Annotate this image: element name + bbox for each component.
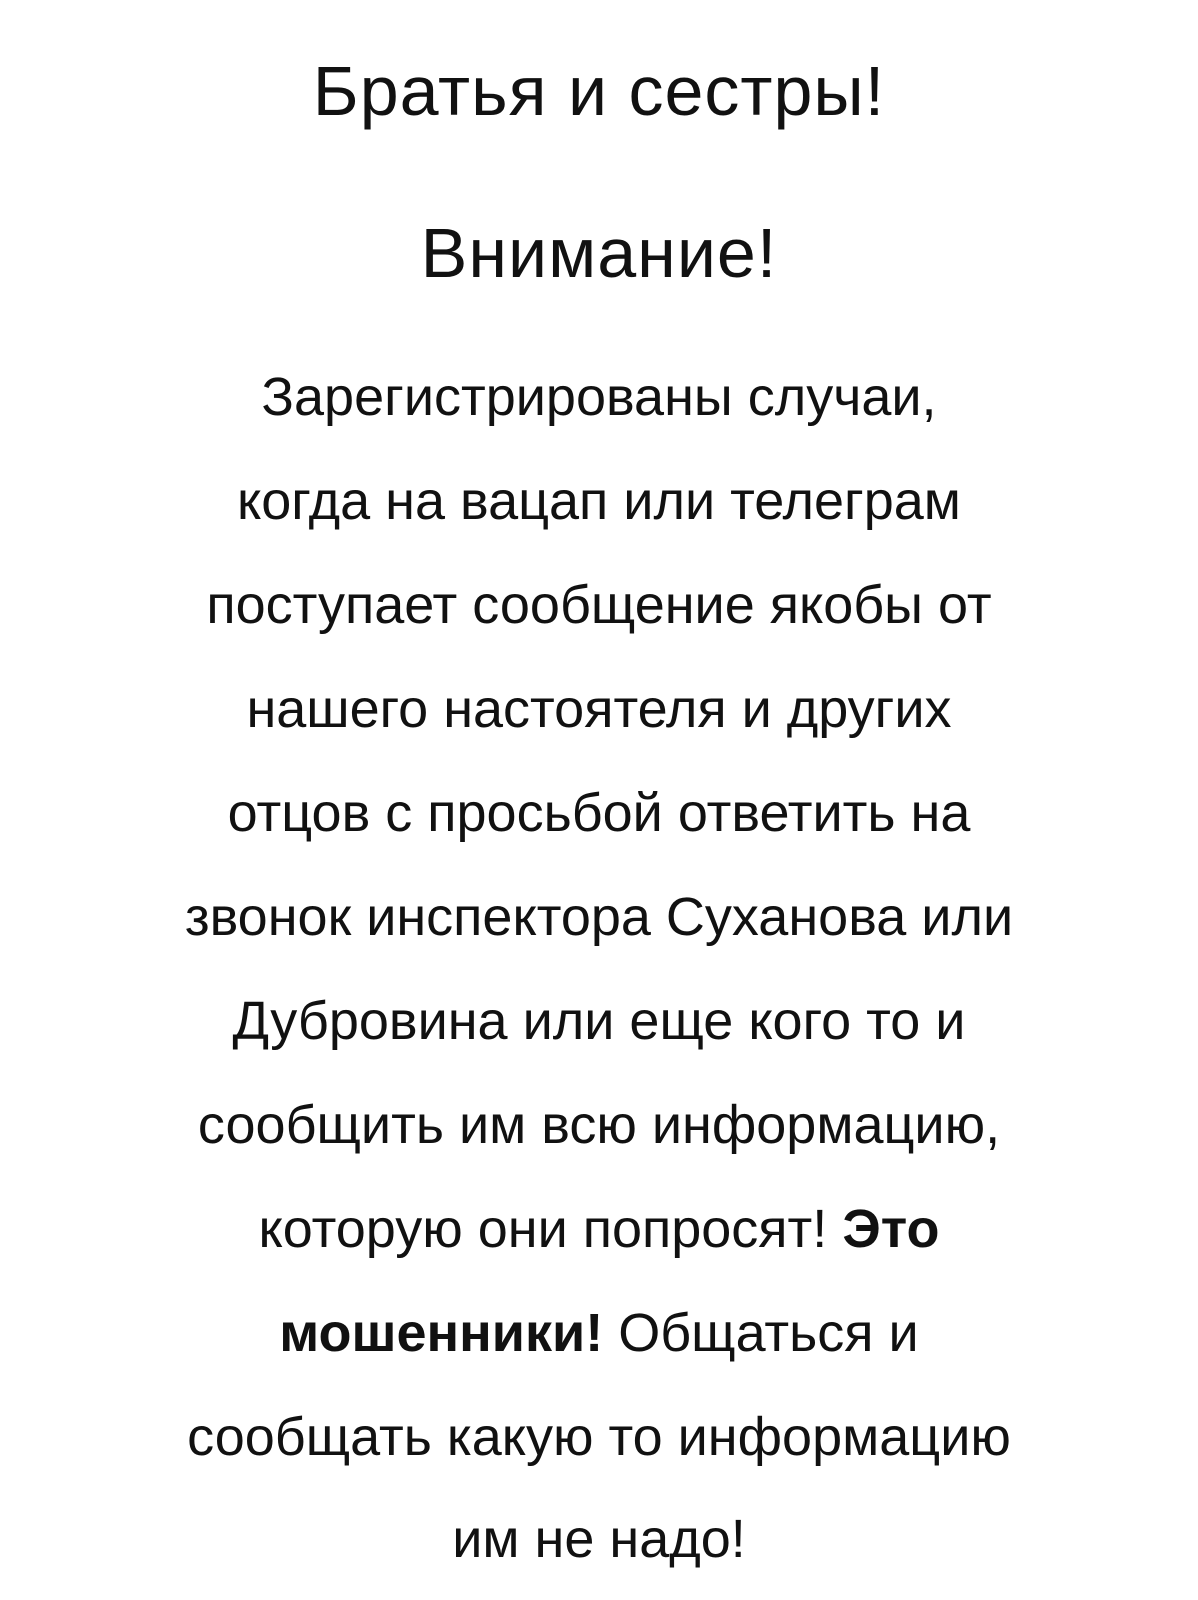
body-line-with-emphasis: [0, 1303, 1198, 1363]
body-line: сообщать какую то информацию: [187, 1407, 1011, 1467]
body-line: поступает сообщение якобы от: [206, 575, 992, 635]
body-line: Зарегистрированы случаи,: [261, 367, 937, 427]
body-line: сообщить им всю информацию,: [197, 1095, 1001, 1155]
scam-warning-emphasis: Это: [842, 1199, 940, 1259]
body-text: которую они попросят!: [258, 1199, 828, 1259]
body-line: когда на вацап или телеграм: [237, 471, 961, 531]
body-text: Общаться и: [618, 1303, 919, 1363]
body-line-with-emphasis: [0, 1199, 1198, 1259]
body-line: нашего настоятеля и других: [246, 679, 952, 739]
body-line: отцов с просьбой ответить на: [227, 783, 971, 843]
body-line: им не надо!: [452, 1509, 746, 1569]
warning-heading: Внимание!: [420, 214, 778, 292]
body-line: звонок инспектора Суханова или: [184, 887, 1014, 947]
greeting-heading: Братья и сестры!: [312, 52, 886, 130]
body-line: Дубровина или еще кого то и: [232, 991, 966, 1051]
scam-warning-emphasis: мошенники!: [279, 1303, 604, 1363]
